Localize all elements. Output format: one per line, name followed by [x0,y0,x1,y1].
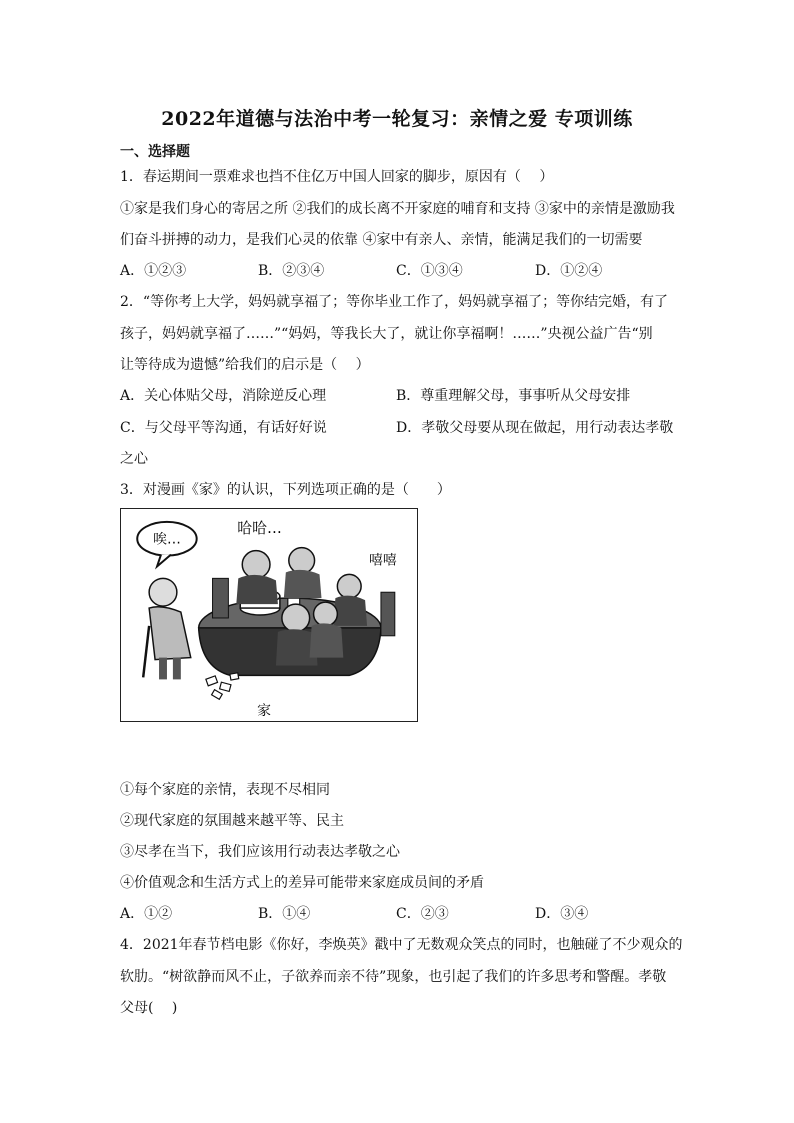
q4-stem-line-1: 4．2021年春节档电影《你好，李焕英》戳中了无数观众笑点的同时，也触碰了不少观众的 [120,937,683,953]
q2-option-d-continued: 之心 [120,451,148,467]
q2-stem-line-1: 2．“等你考上大学，妈妈就享福了；等你毕业工作了，妈妈就享福了；等你结完婚，有了 [120,294,669,310]
q2-option-a: A．关心体贴父母，消除逆反心理 [120,388,327,404]
q3-statement-4: ④价值观念和生活方式上的差异可能带来家庭成员间的矛盾 [120,875,484,891]
section-heading: 一、选择题 [120,144,190,160]
cartoon-image [120,508,418,722]
q1-option-d: D．①②④ [535,263,603,279]
q1-option-b: B．②③④ [258,263,325,279]
q2-option-c: C．与父母平等沟通，有话好好说 [120,420,327,436]
q1-stem: 1．春运期间一票难求也挡不住亿万中国人回家的脚步，原因有（ ） [120,169,554,185]
q3-statement-2: ②现代家庭的氛围越来越平等、民主 [120,813,344,829]
q3-option-c: C．②③ [396,906,449,922]
q2-option-d: D．孝敬父母要从现在做起，用行动表达孝敬 [396,420,674,436]
q3-option-b: B．①④ [258,906,311,922]
scattered-papers [206,673,239,699]
q2-option-b: B．尊重理解父母，事事听从父母安排 [396,388,631,404]
cartoon-caption: 家 [257,703,271,720]
q4-stem-line-3: 父母( ) [120,1000,178,1016]
cartoon-giggle-text: 嘻嘻 [369,552,397,569]
q3-stem: 3．对漫画《家》的认识，下列选项正确的是（ ） [120,482,451,498]
page-title: 2022年道德与法治中考一轮复习：亲情之爱 专项训练 [161,108,633,130]
cartoon-laugh-text: 哈哈… [237,518,282,537]
q4-stem-line-2: 软肋。“树欲静而风不止，子欲养而亲不待”现象，也引起了我们的许多思考和警醒。孝敬 [120,969,667,985]
q2-stem-line-2: 孩子，妈妈就享福了……”“妈妈，等我长大了，就让你享福啊！……”央视公益广告“别 [120,326,653,342]
q1-option-a: A．①②③ [120,263,187,279]
q3-statement-3: ③尽孝在当下，我们应该用行动表达孝敬之心 [120,844,400,860]
q3-option-a: A．①② [120,906,173,922]
q1-statement-line-1: ①家是我们身心的寄居之所 ②我们的成长离不开家庭的哺育和支持 ③家中的亲情是激励我 [120,201,675,217]
q2-stem-line-3: 让等待成为遗憾”给我们的启示是（ ） [120,357,370,373]
elderly-man-figure [143,578,191,679]
q1-option-c: C．①③④ [396,263,463,279]
q3-option-d: D．③④ [535,906,589,922]
cartoon-bubble-text: 唉… [153,531,181,548]
q3-statement-1: ①每个家庭的亲情，表现不尽相同 [120,782,330,798]
q1-statement-line-2: 们奋斗拼搏的动力，是我们心灵的依靠 ④家中有亲人、亲情，能满足我们的一切需要 [120,232,643,248]
